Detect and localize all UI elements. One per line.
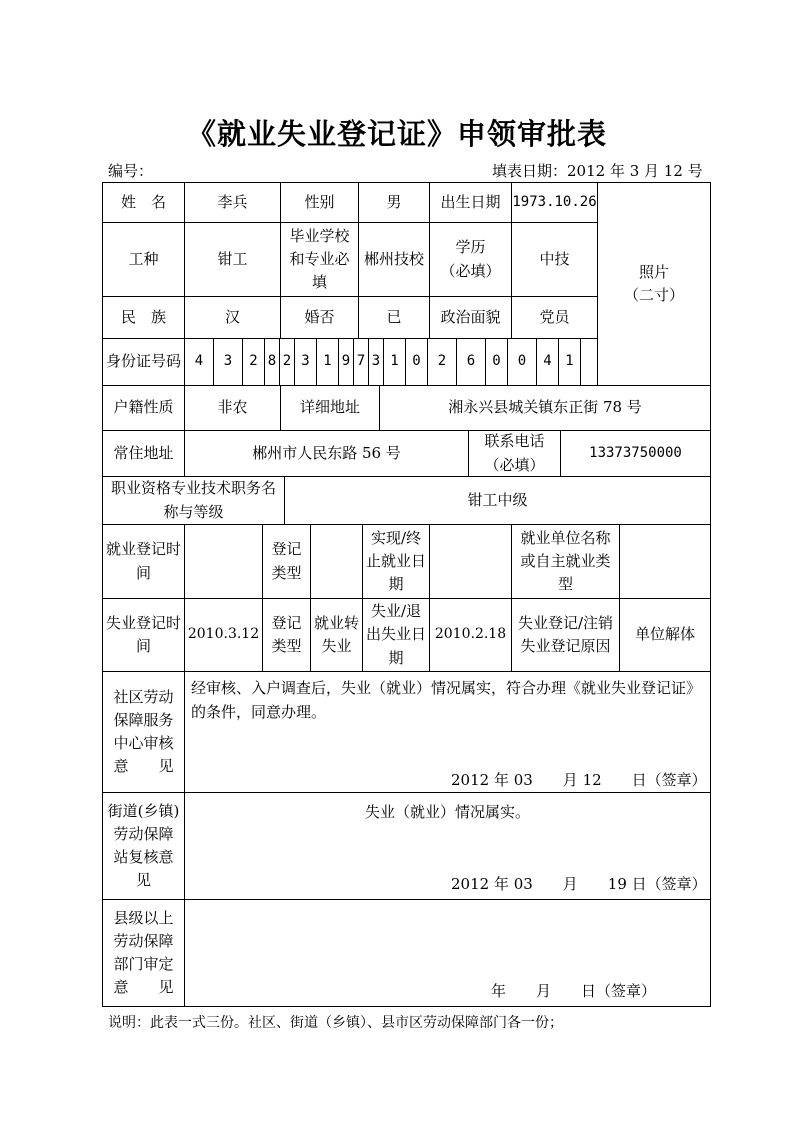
footer-note: 说明：此表一式三份。社区、街道（乡镇）、县市区劳动保障部门各一份； <box>108 1015 563 1031</box>
address-value: 湘永兴县城关镇东正街 78 号 <box>379 385 711 431</box>
street-opinion-text: 失业（就业）情况属实。 <box>364 803 530 821</box>
residence-value: 郴州市人民东路 56 号 <box>184 430 469 477</box>
political-value: 党员 <box>511 296 598 339</box>
marital-label: 婚否 <box>280 296 359 339</box>
community-opinion-box <box>184 671 711 793</box>
unemployment-reg-type-value: 就业转失业 <box>310 598 363 672</box>
id-digit-cell: 3 <box>294 338 317 386</box>
id-digit-cell: 2 <box>427 338 457 386</box>
name-label: 姓 名 <box>102 182 185 223</box>
dob-label: 出生日期 <box>429 182 512 223</box>
employment-reg-time-label: 就业登记时间 <box>102 524 185 599</box>
employment-end-date-value <box>429 524 512 599</box>
qualification-label: 职业资格专业技术职务名称与等级 <box>102 476 285 525</box>
id-digit-cell: 1 <box>316 338 339 386</box>
community-opinion-label: 社区劳动保障服务中心审核意 见 <box>102 671 185 793</box>
employment-reg-type-label: 登记类型 <box>262 524 311 599</box>
ethnic-label: 民 族 <box>102 296 185 339</box>
id-digit-cell: 9 <box>338 338 354 386</box>
id-digit-cell: 0 <box>485 338 508 386</box>
school-value: 郴州技校 <box>358 222 430 297</box>
employment-end-date-label: 实现/终止就业日期 <box>362 524 430 599</box>
fill-date: 填表日期：2012 年 3 月 12 号 <box>492 162 703 180</box>
id-label: 身份证号码 <box>102 338 185 386</box>
marital-value: 已 <box>358 296 430 339</box>
gender-label: 性别 <box>280 182 359 223</box>
dob-value: 1973.10.26 <box>511 182 598 223</box>
id-digit-cell: 4 <box>536 338 559 386</box>
street-opinion-label: 街道(乡镇)劳动保障站复核意见 <box>102 792 185 900</box>
trade-label: 工种 <box>102 222 185 297</box>
photo-box: 照片 （二寸） <box>597 182 711 386</box>
id-digit-cell: 0 <box>405 338 428 386</box>
education-label: 学历 （必填） <box>429 222 512 297</box>
id-digit-cell: 6 <box>456 338 486 386</box>
id-digit-cell: 1 <box>558 338 581 386</box>
id-digit-cell: 4 <box>184 338 214 386</box>
id-digit-cell: 3 <box>368 338 384 386</box>
education-value: 中技 <box>511 222 598 297</box>
phone-value: 13373750000 <box>560 430 711 477</box>
school-label: 毕业学校和专业必填 <box>280 222 359 297</box>
community-opinion-text: 经审核、入户调查后，失业（就业）情况属实，符合办理《就业失业登记证》的条件，同意办理。 <box>191 679 702 721</box>
unemployment-reason-value: 单位解体 <box>619 598 711 672</box>
id-digit-cell: 7 <box>353 338 369 386</box>
employment-reg-type-value <box>310 524 363 599</box>
number-label: 编号： <box>108 162 154 180</box>
unemployment-reg-type-label: 登记类型 <box>262 598 311 672</box>
id-digit-cell: 0 <box>507 338 537 386</box>
county-opinion-date: 年 月 日（签章） <box>491 982 657 1000</box>
political-label: 政治面貌 <box>429 296 512 339</box>
residence-label: 常住地址 <box>102 430 185 477</box>
community-opinion-date: 2012 年 03 月 12 日（签章） <box>451 771 707 789</box>
phone-label: 联系电话 （必填） <box>468 430 561 477</box>
unemployment-reg-time-value: 2010.3.12 <box>184 598 263 672</box>
employment-reg-time-value <box>184 524 263 599</box>
unemployment-reg-time-label: 失业登记时间 <box>102 598 185 672</box>
id-digit-cell: 2 <box>242 338 265 386</box>
county-opinion-box <box>184 899 711 1007</box>
qualification-value: 钳工中级 <box>284 476 711 525</box>
unemployment-exit-date-label: 失业/退出失业日期 <box>362 598 430 672</box>
unemployment-exit-date-value: 2010.2.18 <box>429 598 512 672</box>
unemployment-reason-label: 失业登记/注销失业登记原因 <box>511 598 620 672</box>
id-digit-cell: 8 <box>264 338 280 386</box>
employment-unit-value <box>619 524 711 599</box>
county-opinion-label: 县级以上劳动保障部门审定意 见 <box>102 899 185 1007</box>
id-digit-cell: 3 <box>213 338 243 386</box>
employment-unit-label: 就业单位名称或自主就业类型 <box>511 524 620 599</box>
page-title: 《就业失业登记证》申领审批表 <box>186 117 607 151</box>
street-opinion-date: 2012 年 03 月 19 日（签章） <box>451 875 707 893</box>
gender-value: 男 <box>358 182 430 223</box>
id-digit-cell: 1 <box>383 338 406 386</box>
household-value: 非农 <box>184 385 281 431</box>
address-label: 详细地址 <box>280 385 380 431</box>
ethnic-value: 汉 <box>184 296 281 339</box>
id-digit-cell: 2 <box>279 338 295 386</box>
name-value: 李兵 <box>184 182 281 223</box>
trade-value: 钳工 <box>184 222 281 297</box>
household-label: 户籍性质 <box>102 385 185 431</box>
street-opinion-box <box>184 792 711 900</box>
